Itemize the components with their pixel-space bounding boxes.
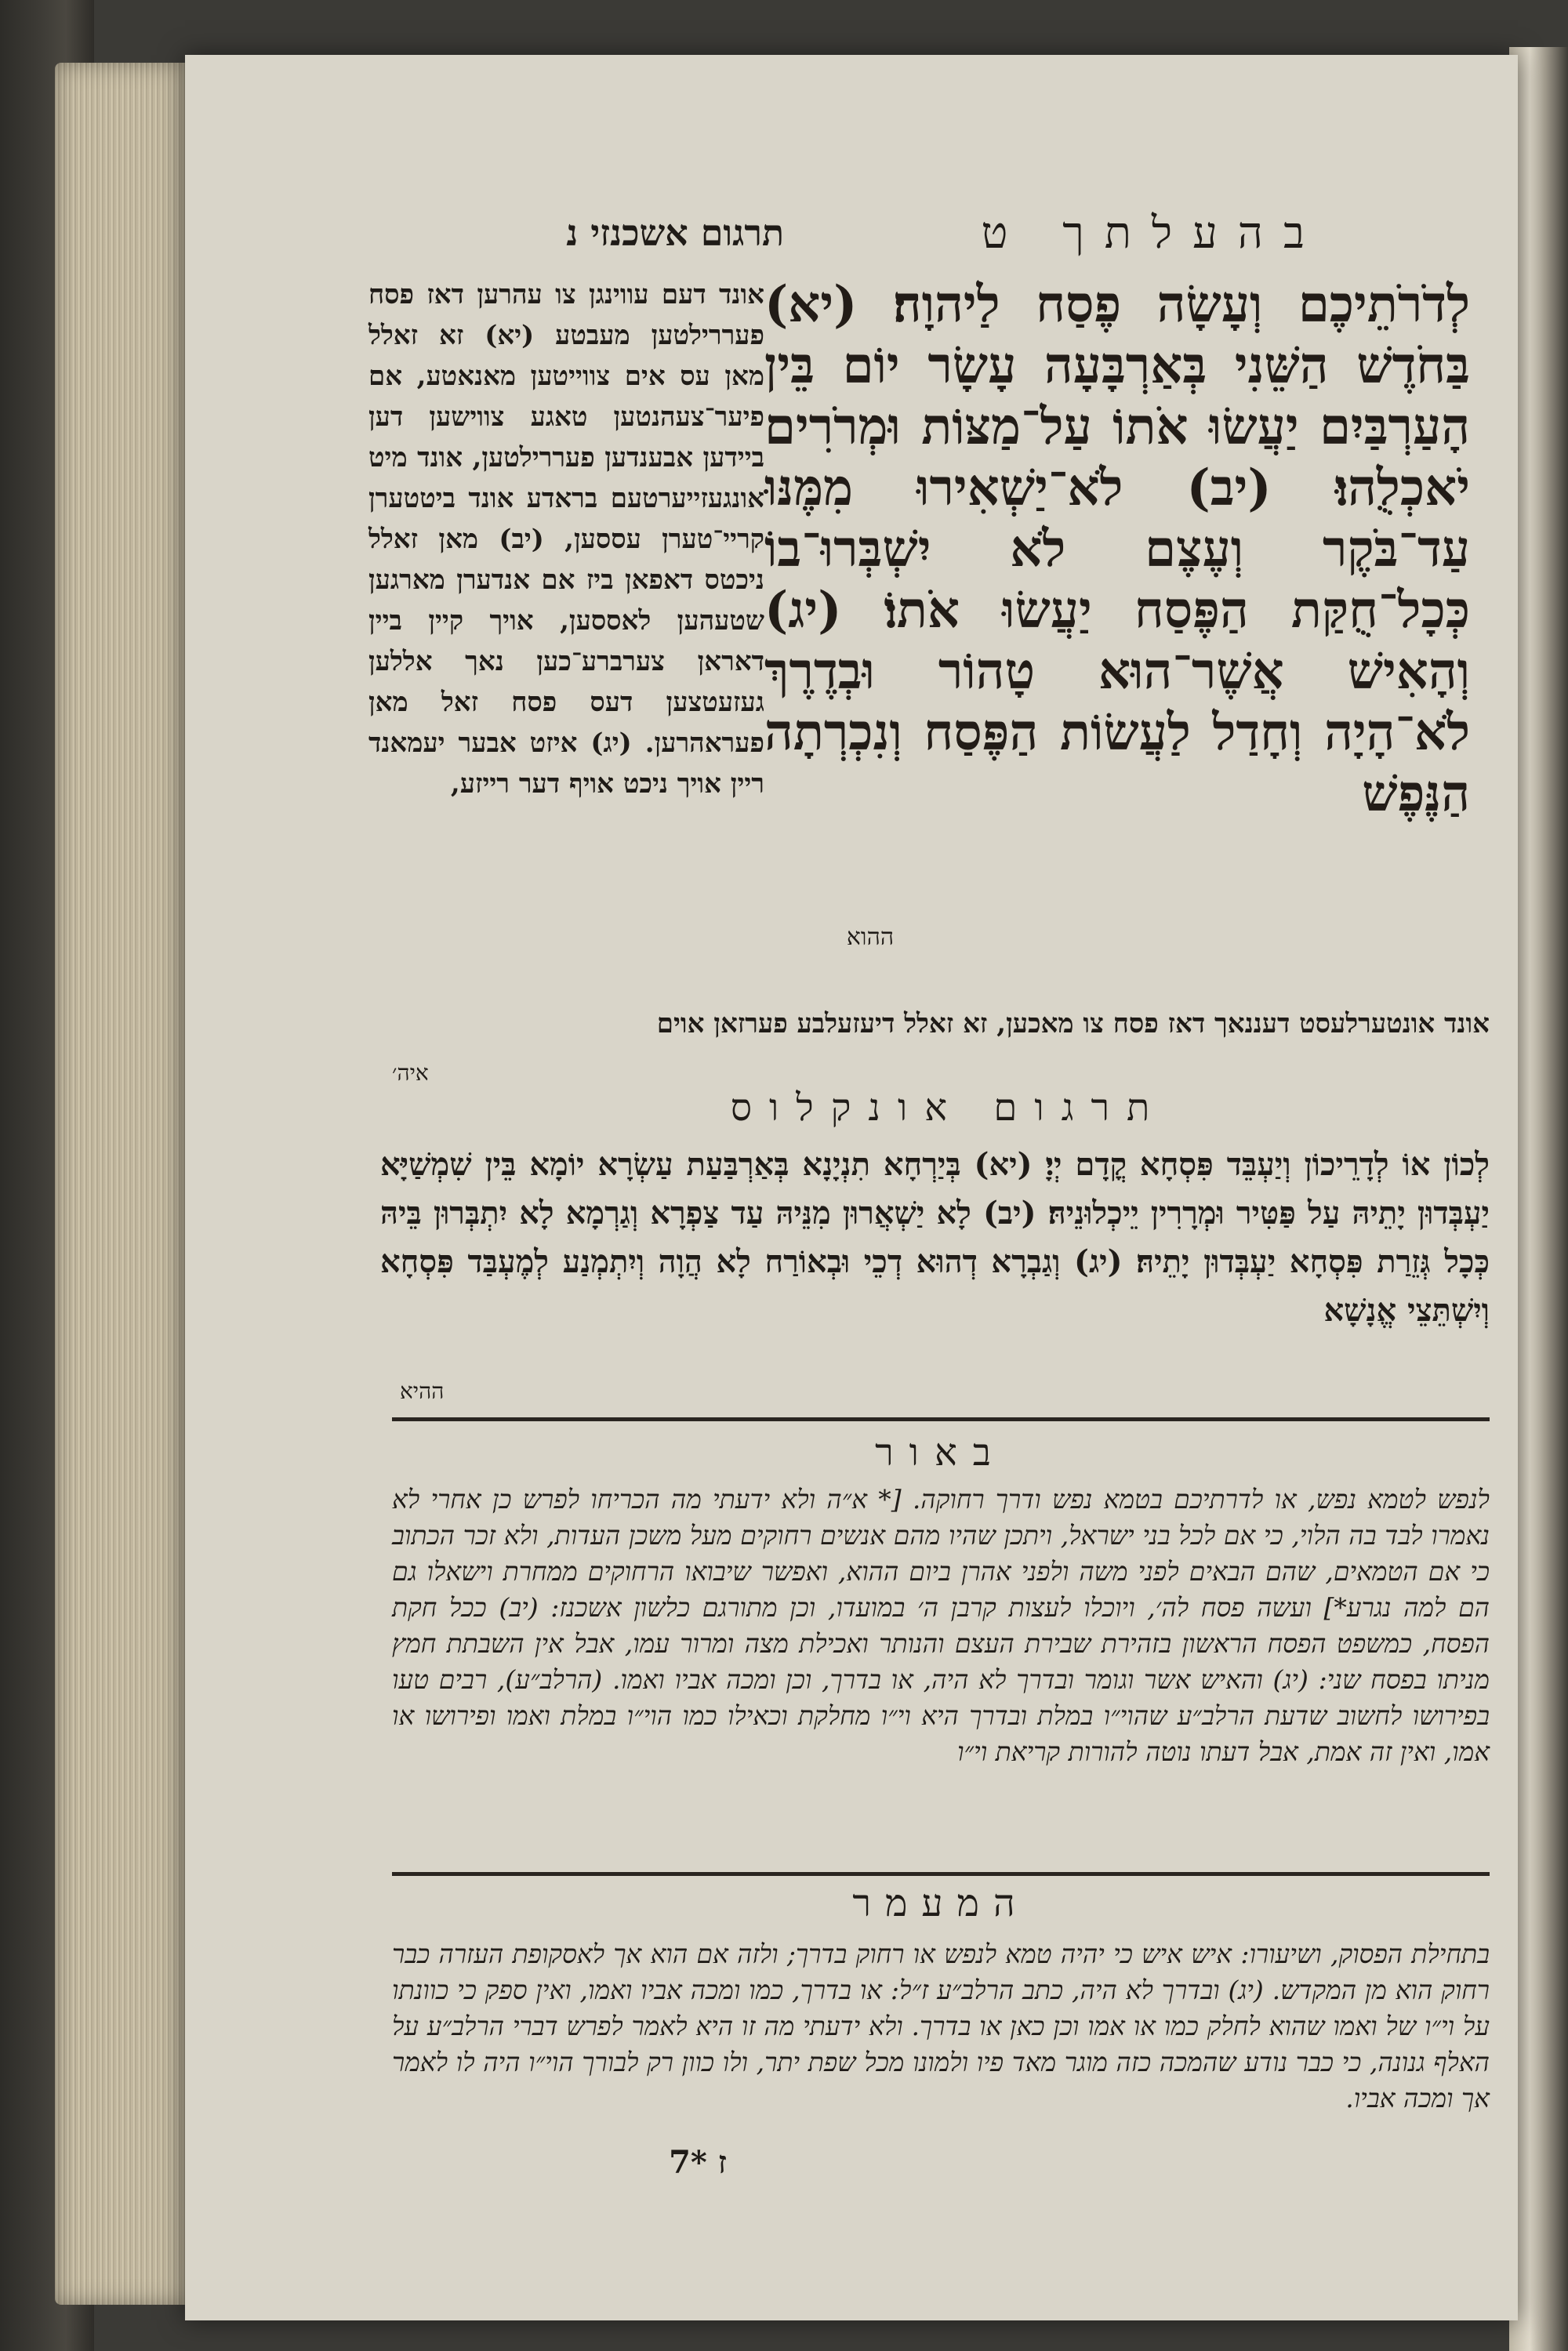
section-divider bbox=[392, 1872, 1490, 1876]
yiddish-translation-column: אונד דעם עווינגן צו עהרען דאז פסח פעררילטען מעבטע (יא) זא זאלל מאן עס אים צווייטען מאנאטע, אם פיער־צעהנטען טאגע צווישען דען ביידען אבענדען פעררילטען, אונד מיט אונגעזייערטעם בראדע אונד ביטטערן קריי־טערן עססען, (יב) מאן זאלל ניכטס דאפאן ביז אם אנדערן מארגען שטעהען לאססען, אויך קיין ביין דאראן צערברע־כען נאך אללען געזעטצען דעס פסח זאל מאן פעראהרען. (יג) איזט אבער יעמאנד ריין אויך ניכט אויף דער רייזע, bbox=[368, 279, 764, 800]
yiddish-catchword: איה׳ bbox=[392, 1060, 429, 1086]
biur-title: באור bbox=[875, 1431, 1007, 1475]
signature-mark: 7* ז bbox=[669, 2144, 727, 2181]
page-stack-edge bbox=[55, 63, 188, 2305]
biur-commentary: לנפש לטמא נפש, או לדרתיכם בטמא נפש ודרך רחוקה. [* א״ה ולא ידעתי מה הכריחו לפרש כן אחרי לא נאמרו לבד בה הלוי, כי אם לכל בני ישראל, ויתכן שהיו מהם אנשים רחוקים מעל משכן העדות, ולא זכר הכתוב כי אם הטמאים, שהם הבאים לפני משה ולפני אהרן ביום ההוא, ואפשר שיבואו הרחוקים ממחרת וישאלו גם הם למה נגרע*] ועשה פסח לה׳, ויוכלו לעצות קרבן ה׳ במועדו, וכן מתורגם כלשון אשכנז: (יב) ככל חקת הפסח, כמשפט הפסח הראשון בזהירת שבירת העצם והנותר ואכילת מצה ומרור עמו, אבל אין השבתת חמץ מניתו בפסח שני: (יג) והאיש אשר וגומר ובדרך לא היה, או בדרך, וכן ומכה אביו ואמו. (הרלב״ע), רבים טעו בפירושו לחשוב שדעת הרלב״ע שהוי״ו במלת ובדרך היא וי״ו מחלקת וכאילו כמו הוי״ו במלת ואמו ופירושו או אמו, ואין זה אמת, אבל דעתו נוטה להורות קריאת וי״ו bbox=[392, 1484, 1490, 1767]
hameamer-commentary: בתחילת הפסוק, ושיעורו: איש איש כי יהיה טמא לנפש או רחוק בדרך; ולזה אם הוא אך לאסקופת העזרה כבר רחוק הוא מן המקדש. (יג) ובדרך לא היה, כתב הרלב״ע ז״ל: או בדרך, כמו ומכה אביו ואמו, ואין ספק כי כוונתו על וי״ו של ואמו שהוא לחלק כמו או אמו וכן כאן או בדרך. ולא ידעתי מה זו היא לאמר לפרש דברי הרלב״ע על האלף גנונה, כי כבר נודע שהמכה כזה מוגר מאד פיו ולמונו מכל שפת יתר, ולו כוון רק לבורך הוי״ו היה לו לאמר אך ומכה אביו. bbox=[392, 1939, 1490, 2113]
torah-text-column: לְדֹרֹתֵיכֶם וְעָשָׂה פֶסַח לַיהוָה׃ (יא) בַּחֹדֶשׁ הַשֵּׁנִי בְּאַרְבָּעָה עָשָׂר יוֹם בֵּין הָעַרְבַּיִם יַעֲשׂוּ אֹתוֹ עַל־מַצּוֹת וּמְרֹרִים יֹאכְלֻהוּ׃ (יב) לֹא־יַשְׁאִירוּ מִמֶּנּוּ עַד־בֹּקֶר וְעֶצֶם לֹא יִשְׁבְּרוּ־בוֹ כְּכָל־חֻקַּת הַפֶּסַח יַעֲשׂוּ אֹתוֹ׃ (יג) וְהָאִישׁ אֲשֶׁר־הוּא טָהוֹר וּבְדֶרֶךְ לֹא־הָיָה וְחָדַל לַעֲשׂוֹת הַפֶּסַח וְנִכְרְתָה הַנֶּפֶשׁ bbox=[764, 275, 1470, 823]
page-header-parasha: בהעלתך ט bbox=[981, 208, 1325, 259]
yiddish-translation-tail: אונד אונטערלעסט דעננאך דאז פסח צו מאכען, זא זאלל דיעזעלבע פערזאן אוים bbox=[656, 1008, 1490, 1039]
onkelos-title: תרגום אונקלוס bbox=[730, 1086, 1167, 1130]
hameamer-title: המעמר bbox=[852, 1881, 1029, 1925]
onkelos-catchword: ההיא bbox=[400, 1378, 445, 1404]
torah-catchword: ההוא bbox=[846, 923, 895, 951]
section-divider bbox=[392, 1417, 1490, 1421]
page-header-translation: תרגום אשכנזי נ bbox=[566, 212, 784, 254]
onkelos-text: לְכוֹן אוֹ לְדָרֵיכוֹן וְיַעְבֵּד פִּסְחָא קֳדָם יְיָ׃ (יא) בְּיַרְחָא תִנְיָנָא בְּאַרְבַּעַת עַשְׂרָא יוֹמָא בֵּין שִׁמְשַׁיָּא יַעְבְּדוּן יָתֵיהּ עַל פַּטִּיר וּמְרָרִין יֵיכְלוּנֵיהּ׃ (יב) לָא יַשְׁאֲרוּן מִנֵּיהּ עַד צַפְרָא וְגַרְמָא לָא יִתְבְּרוּן בֵּיהּ כְּכָל גְּזֵרַת פִּסְחָא יַעְבְּדוּן יָתֵיהּ׃ (יג) וְגַבְרָא דְהוּא דְכֵי וּבְאוֹרַח לָא הֲוָה וְיִתְמְנַע לְמֶעְבַּד פִּסְחָא וְיִשְׁתֵּצֵי אֱנָשָׁא bbox=[380, 1146, 1490, 1329]
book-right-edge bbox=[1509, 47, 1568, 2351]
